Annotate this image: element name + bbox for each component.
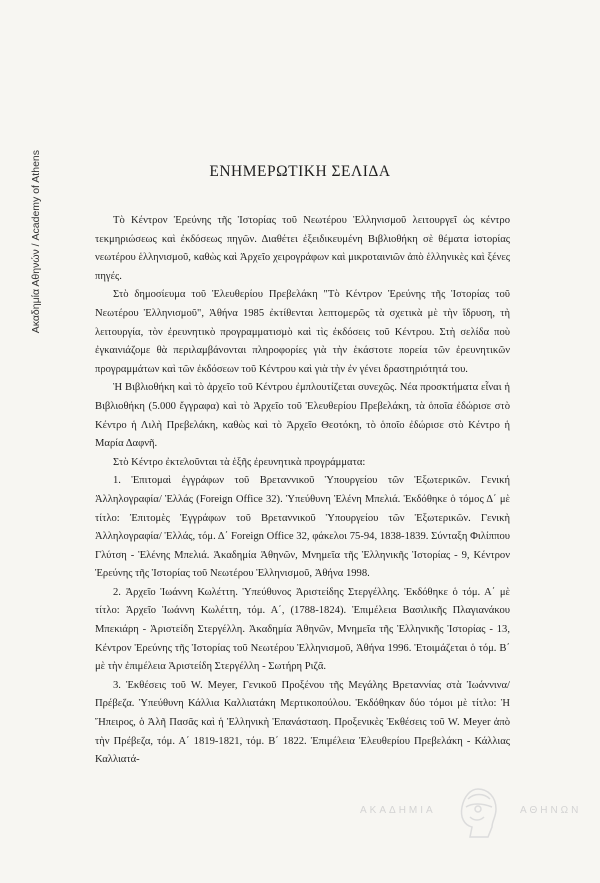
side-label: Ακαδημία Αθηνών / Academy of Athens [30,150,42,334]
page-title: ΕΝΗΜΕΡΩΤΙΚΗ ΣΕΛΙΔΑ [209,163,391,180]
paragraph: Στὸ δημοσίευμα τοῦ Ἐλευθερίου Πρεβελάκη "Τὸ Κέντρον Ἐρεύνης τῆς Ἱστορίας τοῦ Νεωτέρου Ἑλληνισμοῦ", Ἀθήνα 1985 ἐκτίθενται λεπτομερῶς τὰ σχετικὰ μὲ τὴν ἵδρυση, τὴ λειτουργία, τὸν ἐρευνητικὸ προγραμματισμὸ καὶ τὶς ἐκδόσεις τοῦ Κέντρου. Στὴ σελίδα ποὺ ἐγκαινιάζομε θὰ περιλαμβάνονται πληροφορίες γιὰ τὴν ἑκάστοτε πορεία τῶν ἐρευνητικῶν προγραμμάτων καὶ τῶν ἐκδόσεων τοῦ Κέντρου καὶ γιὰ τὴν ἐν γένει δραστηριότητά του. [95,289,510,375]
watermark [360,783,580,843]
paragraph: Στὸ Κέντρο ἐκτελοῦνται τὰ ἑξῆς ἐρευνητικὰ προγράμματα: [113,456,366,468]
academy-emblem-icon [448,783,508,843]
paragraph: 1. Ἐπιτομαὶ ἐγγράφων τοῦ Βρεταννικοῦ Ὑπουργείου τῶν Ἐξωτερικῶν. Γενική Ἀλληλογραφία/ Ἑλλάς (Foreign Office 32). Ὑπεύθυνη Ἑλένη Μπελιά. Ἐκδόθηκε ὁ τόμος Δ΄ μὲ τίτλο: Ἐπιτομὲς Ἐγγράφων τοῦ Βρεταννικοῦ Ὑπουργείου τῶν Ἐξωτερικῶν. Γενικὴ Ἀλληλογραφία/ Ἑλλάς, τόμ. Δ΄ Foreign Office 32, φάκελοι 75-94, 1838-1839. Σύνταξη Φιλίππου Γλύτση - Ἑλένης Μπελιά. Ἀκαδημία Ἀθηνῶν, Μνημεῖα τῆς Ἑλληνικῆς Ἱστορίας - 9, Κέντρον Ἐρεύνης τῆς Ἱστορίας τοῦ Νεωτέρου Ἑλληνισμοῦ, Ἀθήνα 1998. [95,475,510,580]
watermark-left-text: ΑΚΑΔΗΜΙΑ [360,805,436,816]
paragraph: Τὸ Κέντρον Ἐρεύνης τῆς Ἱστορίας τοῦ Νεωτέρου Ἑλληνισμοῦ λειτουργεῖ ὡς κέντρο τεκμηριώσεως καὶ ἐκδόσεως πηγῶν. Διαθέτει ἐξειδικευμένη Βιβλιοθήκη σὲ θέματα ἱστορίας νεωτέρου ἑλληνισμοῦ, καθὼς καὶ Ἀρχεῖο χειρογράφων καὶ μικροταινιῶν ἀπὸ ἑλληνικὲς καὶ ξένες πηγές. [95,215,510,282]
paragraph: 2. Ἀρχεῖο Ἰωάννη Κωλέττη. Ὑπεύθυνος Ἀριστείδης Στεργέλλης. Ἐκδόθηκε ὁ τόμ. Α΄ μὲ τίτλο: Ἀρχεῖο Ἰωάννη Κωλέττη, τόμ. Α΄, (1788-1824). Ἐπιμέλεια Βασιλικῆς Πλαγιανάκου Μπεκιάρη - Ἀριστείδη Στεργέλλη. Ἀκαδημία Ἀθηνῶν, Μνημεῖα τῆς Ἑλληνικῆς Ἱστορίας - 13, Κέντρον Ἐρεύνης τῆς Ἱστορίας τοῦ Νεωτέρου Ἑλληνισμοῦ, Ἀθήνα 1996. Ἑτοιμάζεται ὁ τόμ. Β΄ μὲ τὴν ἐπιμέλεια Ἀριστείδη Στεργέλλη - Σωτήρη Ριζᾶ. [95,586,510,673]
paragraph: Ἡ Βιβλιοθήκη καὶ τὸ ἀρχεῖο τοῦ Κέντρου ἐμπλουτίζεται συνεχῶς. Νέα προσκτήματα εἶναι ἡ Βιβλιοθήκη (5.000 ἔγγραφα) καὶ τὸ Ἀρχεῖο τοῦ Ἐλευθερίου Πρεβελάκη, τὰ ὁποῖα ἐδώρισε στὸ Κέντρο ἡ Λιλὴ Πρεβελάκη, καθὼς καὶ τὸ Ἀρχεῖο Θεοτόκη, τὸ ὁποῖο ἐδώρισε στὸ Κέντρο ἡ Μαρία Δαφνῆ. [95,382,510,450]
watermark-right-text: ΑΘΗΝΩΝ [520,805,582,816]
paragraph: 3. Ἐκθέσεις τοῦ W. Meyer, Γενικοῦ Προξένου τῆς Μεγάλης Βρεταννίας στὰ Ἰωάννινα/Πρέβεζα. Ὑπεύθυνη Κάλλια Καλλιατάκη Μερτικοπούλου. Ἐκδόθηκαν δύο τόμοι μὲ τίτλο: Ἡ Ἤπειρος, ὁ Ἀλῆ Πασᾶς καὶ ἡ Ἑλληνικὴ Ἐπανάσταση. Προξενικὲς Ἐκθέσεις τοῦ W. Meyer ἀπὸ τὴν Πρέβεζα, τόμ. Α΄ 1819-1821, τόμ. Β΄ 1822. Ἐπιμέλεια Ἐλευθερίου Πρεβελάκη - Κάλλιας Καλλιατά- [95,679,510,766]
body-text [95,212,510,770]
